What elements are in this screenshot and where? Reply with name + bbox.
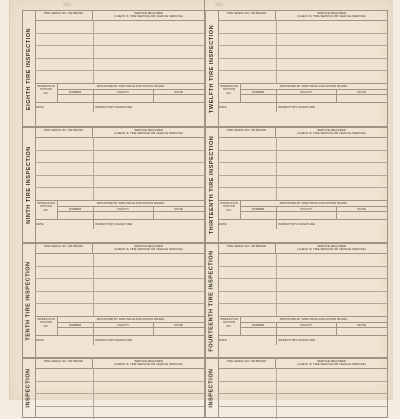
state-label: STATE xyxy=(174,322,183,327)
date-field[interactable] xyxy=(228,103,274,112)
station-no-label: NO. xyxy=(226,207,232,212)
tire-serial-field[interactable] xyxy=(218,187,276,200)
service-required-field[interactable] xyxy=(276,45,387,58)
service-required-field[interactable] xyxy=(93,381,204,394)
column-serial-header: TIRE SERIAL NO. OR BRAND xyxy=(218,128,276,137)
station-no-label: NO. xyxy=(43,207,49,212)
inspection-panel-ninth xyxy=(22,127,205,243)
section-title: TWELFTH TIRE INSPECTION xyxy=(209,24,216,113)
tire-serial-field[interactable] xyxy=(218,70,276,83)
section-title: INSPECTION xyxy=(26,368,33,408)
paper-stain xyxy=(215,2,223,7)
tire-serial-field[interactable] xyxy=(35,20,93,33)
divider xyxy=(93,103,94,112)
state-label: STATE xyxy=(357,89,366,94)
service-required-label: SERVICE REQUIRED xyxy=(134,128,163,132)
station-no-label: NO. xyxy=(43,90,49,95)
number-label: NUMBER xyxy=(251,322,265,327)
station-number-field[interactable] xyxy=(240,95,276,102)
service-required-field[interactable] xyxy=(276,58,387,71)
number-label: NUMBER xyxy=(68,89,82,94)
service-required-note: (CHECK IF, TIRE SERVICE OR VEHICLE SERVICE) xyxy=(114,14,183,19)
column-service-header xyxy=(276,128,387,137)
date-field[interactable] xyxy=(228,336,274,345)
inspection-station-label: INSPECTION STATION xyxy=(220,200,238,208)
service-required-field[interactable] xyxy=(276,406,387,419)
service-required-field[interactable] xyxy=(276,150,387,163)
service-required-label: SERVICE REQUIRED xyxy=(134,359,163,363)
authorization-block xyxy=(35,83,204,103)
service-required-field[interactable] xyxy=(93,33,204,46)
appointed-by-label: APPOINTED BY WAR PRICE AND RATION BOARD xyxy=(279,200,348,205)
date-label: DATE: xyxy=(219,337,228,342)
column-serial-header: TIRE SERIAL NO. OR BRAND xyxy=(35,128,93,137)
signature-field[interactable] xyxy=(135,220,204,229)
signature-field[interactable] xyxy=(318,220,387,229)
service-required-label: SERVICE REQUIRED xyxy=(317,244,346,248)
service-required-label: SERVICE REQUIRED xyxy=(317,359,346,363)
tire-serial-field[interactable] xyxy=(218,150,276,163)
section-title: EIGHTH TIRE INSPECTION xyxy=(26,27,33,110)
tire-serial-field[interactable] xyxy=(35,70,93,83)
column-service-header xyxy=(93,244,204,253)
inspection-panel-fifteenth xyxy=(205,358,388,418)
service-required-label: SERVICE REQUIRED xyxy=(134,244,163,248)
service-required-field[interactable] xyxy=(93,253,204,266)
county-label: COUNTY xyxy=(299,206,313,211)
service-required-field[interactable] xyxy=(276,291,387,304)
date-label: DATE: xyxy=(219,104,228,109)
inspection-station-label: INSPECTION STATION xyxy=(37,200,55,208)
station-number-field[interactable] xyxy=(57,328,93,335)
column-serial-header: TIRE SERIAL NO. OR BRAND xyxy=(35,11,93,20)
column-service-header xyxy=(93,359,204,368)
inspection-panel-tenth xyxy=(22,243,205,358)
county-label: COUNTY xyxy=(299,89,313,94)
section-title: INSPECTION xyxy=(209,368,216,408)
tire-serial-field[interactable] xyxy=(218,291,276,304)
state-field[interactable] xyxy=(336,328,387,335)
date-signature-row xyxy=(218,336,387,345)
date-signature-row xyxy=(35,103,204,112)
service-required-field[interactable] xyxy=(276,253,387,266)
date-field[interactable] xyxy=(45,220,91,229)
tire-serial-field[interactable] xyxy=(218,266,276,279)
appointed-by-label: APPOINTED BY WAR PRICE AND RATION BOARD xyxy=(96,200,165,205)
service-required-field[interactable] xyxy=(276,20,387,33)
tire-serial-field[interactable] xyxy=(35,187,93,200)
section-title: FOURTEENTH TIRE INSPECTION xyxy=(209,249,216,352)
service-required-field[interactable] xyxy=(93,175,204,188)
service-required-note: (CHECK IF, TIRE SERVICE OR VEHICLE SERVICE) xyxy=(114,362,183,367)
paper-stain xyxy=(63,2,71,7)
tire-serial-field[interactable] xyxy=(35,137,93,150)
appointed-by-label: APPOINTED BY WAR PRICE AND RATION BOARD xyxy=(279,316,348,321)
column-service-header xyxy=(276,11,387,20)
section-body xyxy=(35,359,204,417)
service-required-label: SERVICE REQUIRED xyxy=(317,11,346,15)
station-no-label: NO. xyxy=(43,323,49,328)
inspector-signature-label: INSPECTOR'S SIGNATURE: xyxy=(95,221,133,226)
county-label: COUNTY xyxy=(116,89,130,94)
section-body xyxy=(218,244,387,357)
tire-serial-field[interactable] xyxy=(35,150,93,163)
tire-serial-field[interactable] xyxy=(218,175,276,188)
county-label: COUNTY xyxy=(116,206,130,211)
section-title: TENTH TIRE INSPECTION xyxy=(26,260,32,341)
station-no-label: NO. xyxy=(226,90,232,95)
tire-serial-field[interactable] xyxy=(218,278,276,291)
service-required-field[interactable] xyxy=(276,278,387,291)
station-no-label: NO. xyxy=(226,323,232,328)
service-required-field[interactable] xyxy=(276,303,387,316)
state-label: STATE xyxy=(357,206,366,211)
appointed-by-label: APPOINTED BY WAR PRICE AND RATION BOARD xyxy=(96,83,165,88)
date-signature-row xyxy=(35,336,204,345)
authorization-block xyxy=(35,316,204,336)
tire-serial-field[interactable] xyxy=(35,253,93,266)
date-label: DATE: xyxy=(36,104,45,109)
state-field[interactable] xyxy=(336,212,387,219)
divider xyxy=(276,336,277,345)
inspection-panel-thirteenth xyxy=(205,127,388,243)
tire-serial-field[interactable] xyxy=(218,381,276,394)
section-body xyxy=(218,128,387,242)
station-number-field[interactable] xyxy=(240,212,276,219)
service-required-note: (CHECK IF, TIRE SERVICE OR VEHICLE SERVICE) xyxy=(297,247,366,252)
state-label: STATE xyxy=(174,206,183,211)
section-title: NINTH TIRE INSPECTION xyxy=(26,146,33,224)
county-label: COUNTY xyxy=(299,322,313,327)
column-service-header xyxy=(93,11,204,20)
service-required-field[interactable] xyxy=(276,381,387,394)
station-number-field[interactable] xyxy=(240,328,276,335)
inspector-signature-label: INSPECTOR'S SIGNATURE: xyxy=(278,337,316,342)
service-required-field[interactable] xyxy=(93,137,204,150)
service-required-field[interactable] xyxy=(93,150,204,163)
service-required-note: (CHECK IF, TIRE SERVICE OR VEHICLE SERVICE) xyxy=(114,247,183,252)
service-required-note: (CHECK IF, TIRE SERVICE OR VEHICLE SERVICE) xyxy=(297,131,366,136)
state-field[interactable] xyxy=(153,212,204,219)
divider xyxy=(93,336,94,345)
signature-field[interactable] xyxy=(135,103,204,112)
divider xyxy=(276,103,277,112)
service-required-field[interactable] xyxy=(93,406,204,419)
service-required-field[interactable] xyxy=(276,162,387,175)
date-signature-row xyxy=(218,220,387,229)
tire-serial-field[interactable] xyxy=(218,368,276,381)
number-label: NUMBER xyxy=(68,206,82,211)
station-number-field[interactable] xyxy=(57,212,93,219)
section-body xyxy=(35,244,204,357)
authorization-block xyxy=(35,200,204,220)
section-body xyxy=(218,11,387,126)
tire-serial-field[interactable] xyxy=(218,20,276,33)
service-required-field[interactable] xyxy=(93,58,204,71)
date-label: DATE: xyxy=(219,221,228,226)
number-label: NUMBER xyxy=(251,89,265,94)
inspection-station-label: INSPECTION STATION xyxy=(220,83,238,91)
tire-serial-field[interactable] xyxy=(35,303,93,316)
number-label: NUMBER xyxy=(251,206,265,211)
service-required-field[interactable] xyxy=(93,291,204,304)
date-field[interactable] xyxy=(45,103,91,112)
column-service-header xyxy=(276,359,387,368)
tire-serial-field[interactable] xyxy=(35,33,93,46)
appointed-by-label: APPOINTED BY WAR PRICE AND RATION BOARD xyxy=(96,316,165,321)
tire-serial-field[interactable] xyxy=(35,266,93,279)
tire-serial-field[interactable] xyxy=(35,381,93,394)
tire-serial-field[interactable] xyxy=(35,162,93,175)
divider xyxy=(93,220,94,229)
inspection-panel-fourteenth xyxy=(205,243,388,358)
inspector-signature-label: INSPECTOR'S SIGNATURE: xyxy=(95,104,133,109)
service-required-field[interactable] xyxy=(276,33,387,46)
date-field[interactable] xyxy=(45,336,91,345)
signature-field[interactable] xyxy=(318,336,387,345)
tire-serial-field[interactable] xyxy=(218,253,276,266)
county-field[interactable] xyxy=(93,212,153,219)
tire-serial-field[interactable] xyxy=(218,45,276,58)
state-label: STATE xyxy=(174,89,183,94)
tire-serial-field[interactable] xyxy=(35,406,93,419)
service-required-field[interactable] xyxy=(93,368,204,381)
service-required-field[interactable] xyxy=(93,70,204,83)
tire-serial-field[interactable] xyxy=(218,303,276,316)
service-required-field[interactable] xyxy=(276,137,387,150)
state-field[interactable] xyxy=(153,328,204,335)
service-required-field[interactable] xyxy=(93,278,204,291)
tire-serial-field[interactable] xyxy=(35,45,93,58)
section-body xyxy=(35,128,204,242)
inspection-sheet xyxy=(9,0,393,408)
column-serial-header: TIRE SERIAL NO. OR BRAND xyxy=(35,359,93,368)
tire-serial-field[interactable] xyxy=(35,368,93,381)
service-required-note: (CHECK IF, TIRE SERVICE OR VEHICLE SERVICE) xyxy=(114,131,183,136)
service-required-field[interactable] xyxy=(276,187,387,200)
state-field[interactable] xyxy=(153,95,204,102)
section-body xyxy=(35,11,204,126)
tire-serial-field[interactable] xyxy=(35,175,93,188)
signature-field[interactable] xyxy=(318,103,387,112)
tire-serial-field[interactable] xyxy=(218,406,276,419)
county-field[interactable] xyxy=(93,95,153,102)
inspector-signature-label: INSPECTOR'S SIGNATURE: xyxy=(278,104,316,109)
column-service-header xyxy=(276,244,387,253)
tire-serial-field[interactable] xyxy=(218,58,276,71)
inspection-station-label: INSPECTION STATION xyxy=(37,316,55,324)
inspection-station-label: INSPECTION STATION xyxy=(220,316,238,324)
tire-serial-field[interactable] xyxy=(218,137,276,150)
inspector-signature-label: INSPECTOR'S SIGNATURE: xyxy=(95,337,133,342)
column-serial-header: TIRE SERIAL NO. OR BRAND xyxy=(218,359,276,368)
service-required-field[interactable] xyxy=(276,175,387,188)
inspection-station-label: INSPECTION STATION xyxy=(37,83,55,91)
column-serial-header: TIRE SERIAL NO. OR BRAND xyxy=(35,244,93,253)
service-required-field[interactable] xyxy=(93,393,204,406)
column-serial-header: TIRE SERIAL NO. OR BRAND xyxy=(218,244,276,253)
county-field[interactable] xyxy=(276,212,336,219)
inspection-panel-eighth xyxy=(22,10,205,127)
inspector-signature-label: INSPECTOR'S SIGNATURE: xyxy=(278,221,316,226)
appointed-by-label: APPOINTED BY WAR PRICE AND RATION BOARD xyxy=(279,83,348,88)
service-required-label: SERVICE REQUIRED xyxy=(317,128,346,132)
tire-serial-field[interactable] xyxy=(218,393,276,406)
tire-serial-field[interactable] xyxy=(35,278,93,291)
date-signature-row xyxy=(35,220,204,229)
state-label: STATE xyxy=(357,322,366,327)
signature-field[interactable] xyxy=(135,336,204,345)
tire-serial-field[interactable] xyxy=(218,33,276,46)
service-required-field[interactable] xyxy=(276,70,387,83)
service-required-field[interactable] xyxy=(93,45,204,58)
service-required-field[interactable] xyxy=(93,266,204,279)
service-required-note: (CHECK IF, TIRE SERVICE OR VEHICLE SERVICE) xyxy=(297,362,366,367)
service-required-label: SERVICE REQUIRED xyxy=(134,11,163,15)
date-label: DATE: xyxy=(36,337,45,342)
service-required-field[interactable] xyxy=(276,266,387,279)
county-field[interactable] xyxy=(276,95,336,102)
authorization-block xyxy=(218,83,387,103)
inspection-panel-twelfth xyxy=(205,10,388,127)
tire-serial-field[interactable] xyxy=(35,291,93,304)
county-field[interactable] xyxy=(276,328,336,335)
service-required-note: (CHECK IF, TIRE SERVICE OR VEHICLE SERVICE) xyxy=(297,14,366,19)
inspection-panel-eleventh xyxy=(22,358,205,418)
section-title: THIRTEENTH TIRE INSPECTION xyxy=(209,135,215,235)
service-required-field[interactable] xyxy=(93,162,204,175)
authorization-block xyxy=(218,316,387,336)
service-required-field[interactable] xyxy=(93,303,204,316)
column-serial-header: TIRE SERIAL NO. OR BRAND xyxy=(218,11,276,20)
date-label: DATE: xyxy=(36,221,45,226)
service-required-field[interactable] xyxy=(93,20,204,33)
service-required-field[interactable] xyxy=(93,187,204,200)
service-required-field[interactable] xyxy=(276,368,387,381)
county-label: COUNTY xyxy=(116,322,130,327)
state-field[interactable] xyxy=(336,95,387,102)
authorization-block xyxy=(218,200,387,220)
tire-serial-field[interactable] xyxy=(35,58,93,71)
tire-serial-field[interactable] xyxy=(218,162,276,175)
divider xyxy=(276,220,277,229)
date-signature-row xyxy=(218,103,387,112)
service-required-field[interactable] xyxy=(276,393,387,406)
section-body xyxy=(218,359,387,417)
county-field[interactable] xyxy=(93,328,153,335)
station-number-field[interactable] xyxy=(57,95,93,102)
date-field[interactable] xyxy=(228,220,274,229)
number-label: NUMBER xyxy=(68,322,82,327)
tire-serial-field[interactable] xyxy=(35,393,93,406)
column-service-header xyxy=(93,128,204,137)
